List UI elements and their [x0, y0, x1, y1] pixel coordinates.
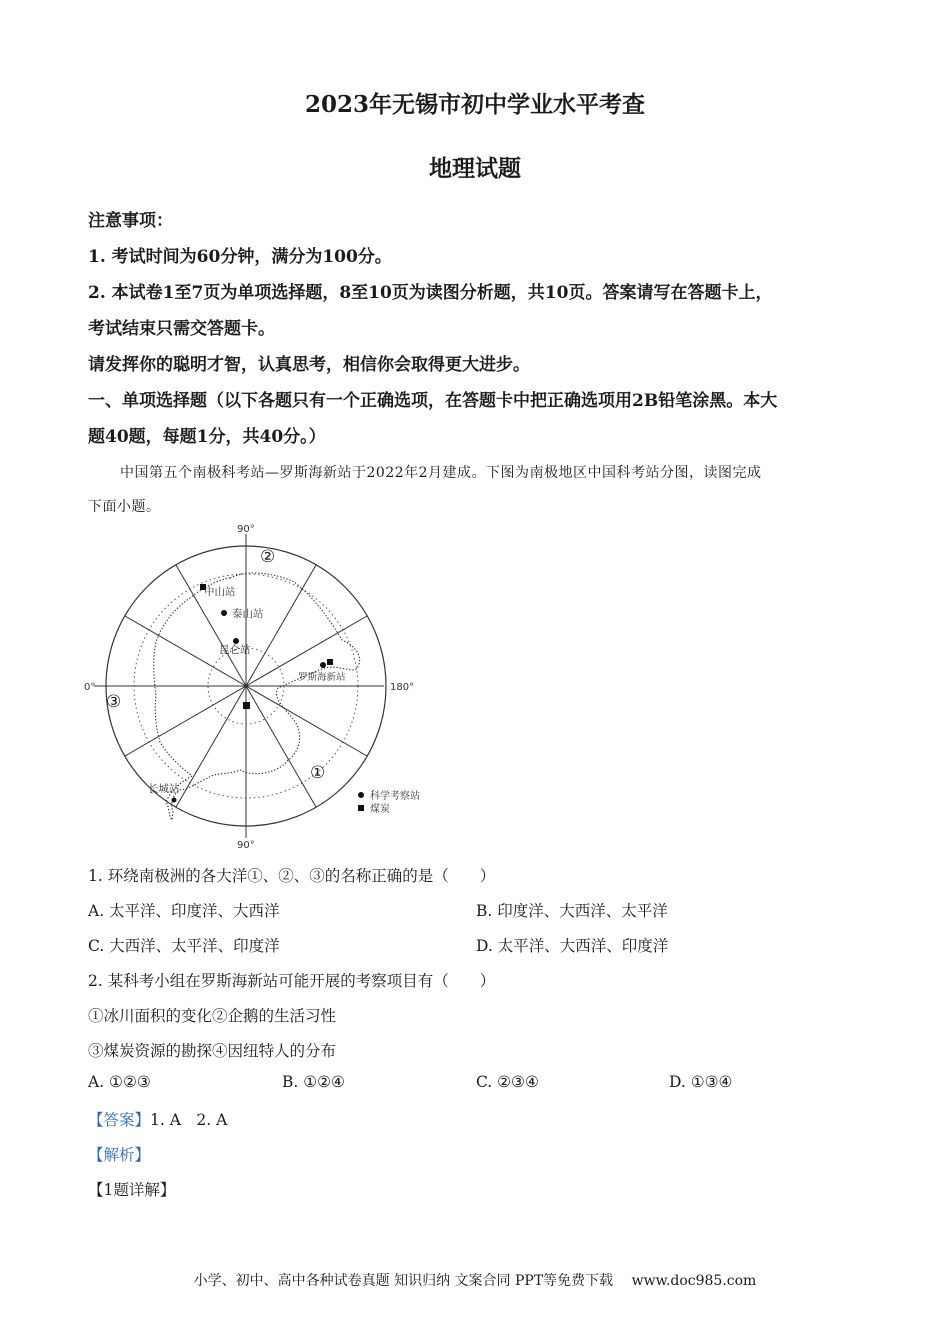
notice-item-1: 1. 考试时间为60分钟，满分为100分。 — [88, 247, 392, 267]
section-heading-b: 题40题，每题1分，共40分。） — [88, 427, 326, 447]
section-heading-a: 一、单项选择题（以下各题只有一个正确选项，在答题卡中把正确选项用2B铅笔涂黑。本大 — [88, 391, 778, 411]
detail-label: 【1题详解】 — [88, 1181, 176, 1199]
legend-coal-icon — [358, 805, 364, 811]
page-footer: 小学、初中、高中各种试卷真题 知识归纳 文案合同 PPT等免费下载 www.doc985.com — [193, 1273, 757, 1289]
page-title: 2023年无锡市初中学业水平考查 — [304, 91, 645, 118]
label-top-90: 90° — [237, 524, 255, 535]
answer-label: 【答案】 — [88, 1111, 151, 1129]
station-label-changcheng: 长城站 — [148, 783, 180, 795]
ocean-2-marker: ② — [260, 547, 276, 567]
map-meridians — [94, 534, 384, 838]
label-0: 0° — [84, 682, 96, 693]
legend-coal-label: 煤炭 — [370, 804, 390, 815]
q2-option-b: B. ①②④ — [282, 1073, 345, 1091]
q1-option-b: B. 印度洋、大西洋、太平洋 — [476, 902, 668, 920]
label-bottom-90: 90° — [237, 840, 255, 850]
station-label-zhongshan: 中山站 — [204, 586, 236, 598]
analysis-label: 【解析】 — [88, 1146, 151, 1164]
q1-stem: 1. 环绕南极洲的各大洋①、②、③的名称正确的是（ ） — [88, 867, 496, 885]
q1-option-a: A. 太平洋、印度洋、大西洋 — [88, 902, 280, 920]
notice-item-2a: 2. 本试卷1至7页为单项选择题，8至10页为读图分析题，共10页。答案请写在答题卡上， — [88, 283, 773, 303]
notice-heading: 注意事项： — [88, 211, 173, 231]
station-marker-taishan — [221, 610, 227, 616]
q2-option-c: C. ②③④ — [476, 1073, 539, 1091]
q2-option-a: A. ①②③ — [88, 1073, 151, 1091]
q2-option-d: D. ①③④ — [669, 1073, 733, 1091]
coal-marker-2 — [327, 659, 333, 665]
q1-option-d: D. 太平洋、大西洋、印度洋 — [476, 937, 669, 955]
coal-marker-3 — [243, 702, 250, 709]
ocean-1-marker: ① — [310, 763, 326, 783]
legend-station-icon — [358, 792, 364, 798]
antarctica-map — [80, 520, 440, 850]
station-marker-rosssea — [320, 662, 326, 668]
q2-stem: 2. 某科考小组在罗斯海新站可能开展的考察项目有（ ） — [88, 972, 496, 990]
notice-encourage: 请发挥你的聪明才智，认真思考，相信你会取得更大进步。 — [88, 355, 530, 375]
station-label-taishan: 泰山站 — [232, 608, 264, 620]
ocean-3-marker: ③ — [106, 692, 122, 712]
q1-option-c: C. 大西洋、太平洋、印度洋 — [88, 937, 280, 955]
answer-line — [88, 1108, 227, 1130]
intro-line-2: 下面小题。 — [88, 499, 161, 515]
station-label-kunlun: 昆仑站 — [219, 644, 251, 656]
answer-text: 1. A 2. A — [150, 1111, 228, 1129]
legend-station-label: 科学考察站 — [370, 791, 420, 802]
notice-item-2b: 考试结束只需交答题卡。 — [88, 319, 275, 339]
page-subtitle: 地理试题 — [429, 155, 521, 182]
q2-line-2: ③煤炭资源的勘探④因纽特人的分布 — [88, 1042, 337, 1060]
station-marker-changcheng — [172, 798, 177, 803]
label-180: 180° — [390, 682, 415, 693]
q2-line-1: ①冰川面积的变化②企鹅的生活习性 — [88, 1007, 337, 1025]
intro-line-1: 中国第五个南极科考站—罗斯海新站于2022年2月建成。下图为南极地区中国科考站分图，读图完成 — [120, 465, 762, 481]
station-label-rosssea: 罗斯海新站 — [298, 672, 346, 683]
